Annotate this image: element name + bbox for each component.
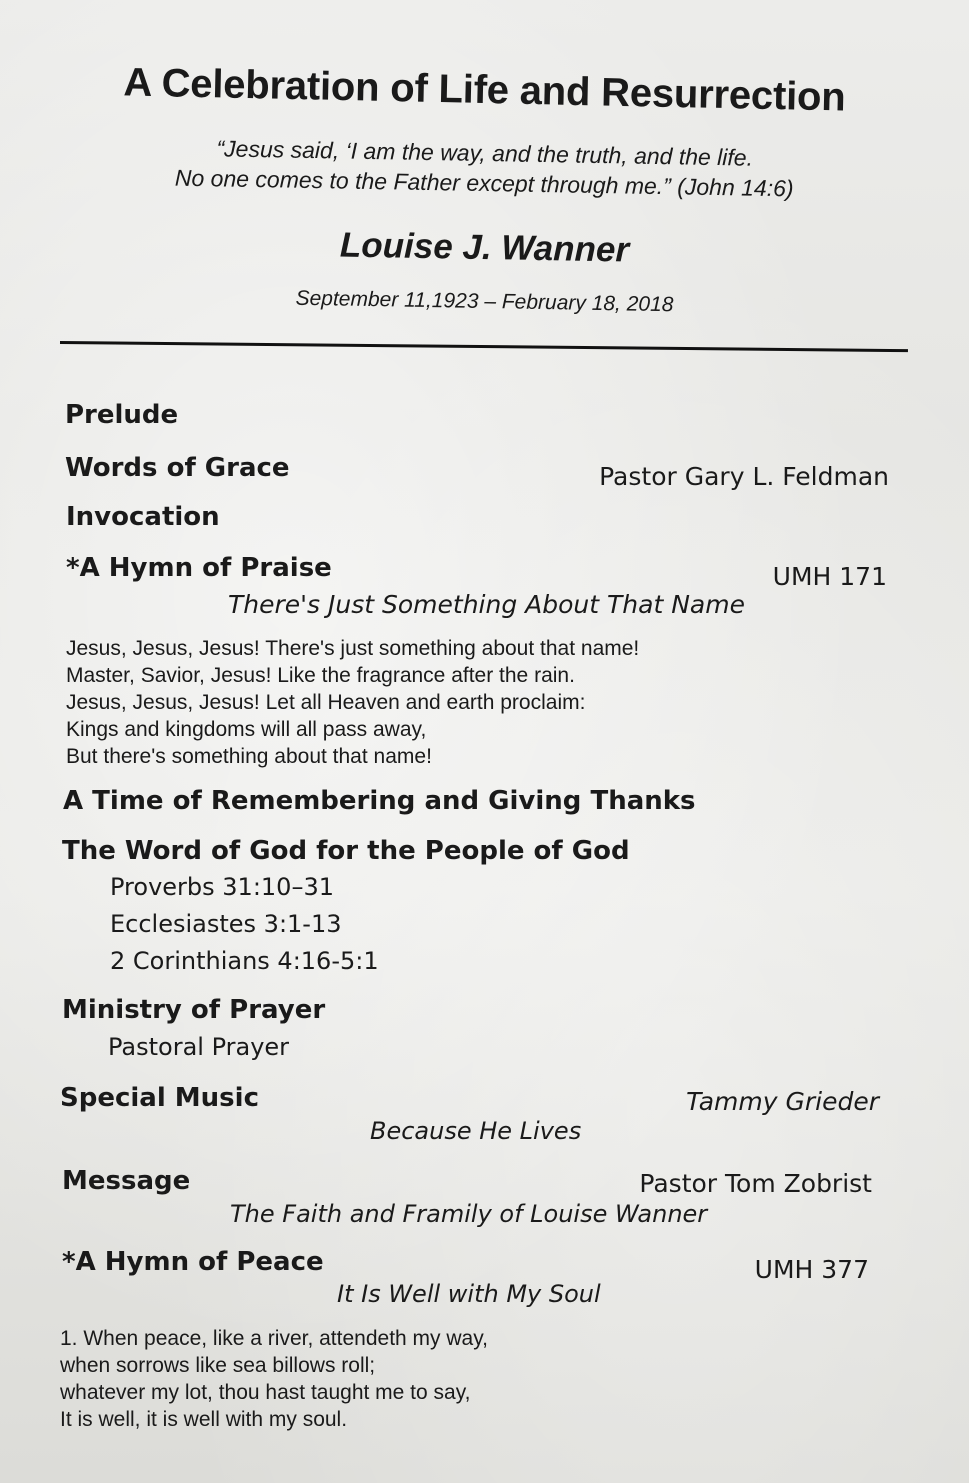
lyric-line: But there's something about that name! — [66, 745, 432, 768]
hymn-of-praise-heading: *A Hymn of Praise — [66, 553, 332, 583]
reading-item: 2 Corinthians 4:16-5:1 — [110, 947, 379, 975]
lyric-line: when sorrows like sea billows roll; — [60, 1354, 376, 1377]
special-music-heading: Special Music — [60, 1083, 259, 1113]
hymn-of-praise-number: UMH 171 — [772, 562, 887, 591]
lyric-line: Jesus, Jesus, Jesus! There's just something about that name! — [66, 637, 640, 660]
life-dates: September 11,1923 – February 18, 2018 — [295, 286, 674, 317]
pastoral-prayer-item: Pastoral Prayer — [108, 1033, 290, 1061]
reading-item: Proverbs 31:10–31 — [110, 873, 334, 901]
message-speaker: Pastor Tom Zobrist — [639, 1169, 872, 1198]
hymn-of-peace-lyrics — [60, 1325, 488, 1433]
words-of-grace-heading: Words of Grace — [65, 453, 290, 483]
reading-item: Ecclesiastes 3:1-13 — [110, 910, 342, 938]
scripture-quote — [0, 130, 969, 207]
hymn-of-peace-title: It Is Well with My Soul — [337, 1280, 601, 1308]
invocation-heading: Invocation — [66, 502, 220, 532]
header-divider — [60, 341, 908, 352]
hymn-of-praise-lyrics — [66, 635, 639, 770]
special-music-title: Because He Lives — [370, 1117, 582, 1145]
remembering-heading: A Time of Remembering and Giving Thanks — [63, 786, 696, 816]
lyric-line: whatever my lot, thou hast taught me to say, — [60, 1381, 471, 1404]
words-of-grace-leader: Pastor Gary L. Feldman — [599, 462, 889, 491]
word-of-god-heading: The Word of God for the People of God — [62, 836, 630, 866]
prelude-heading: Prelude — [65, 400, 179, 430]
ministry-of-prayer-heading: Ministry of Prayer — [62, 995, 326, 1025]
deceased-name: Louise J. Wanner — [339, 225, 630, 270]
hymn-of-peace-heading: *A Hymn of Peace — [62, 1247, 324, 1277]
quote-line-2: No one comes to the Father except through me.” (John 14:6) — [174, 164, 794, 202]
lyric-line: Kings and kingdoms will all pass away, — [66, 718, 427, 741]
message-title: The Faith and Framily of Louise Wanner — [230, 1200, 708, 1228]
special-music-performer: Tammy Grieder — [686, 1087, 879, 1116]
message-heading: Message — [62, 1166, 191, 1196]
lyric-line: It is well, it is well with my soul. — [60, 1408, 348, 1431]
lyric-line: Master, Savior, Jesus! Like the fragrance after the rain. — [66, 664, 575, 687]
program-title: A Celebration of Life and Resurrection — [123, 60, 846, 120]
quote-line-1: “Jesus said, ‘I am the way, and the truth, and the life. — [216, 135, 754, 171]
lyric-line: 1. When peace, like a river, attendeth my way, — [60, 1327, 488, 1350]
hymn-of-praise-title: There's Just Something About That Name — [228, 590, 745, 619]
hymn-of-peace-number: UMH 377 — [754, 1255, 869, 1284]
lyric-line: Jesus, Jesus, Jesus! Let all Heaven and earth proclaim: — [66, 691, 586, 714]
